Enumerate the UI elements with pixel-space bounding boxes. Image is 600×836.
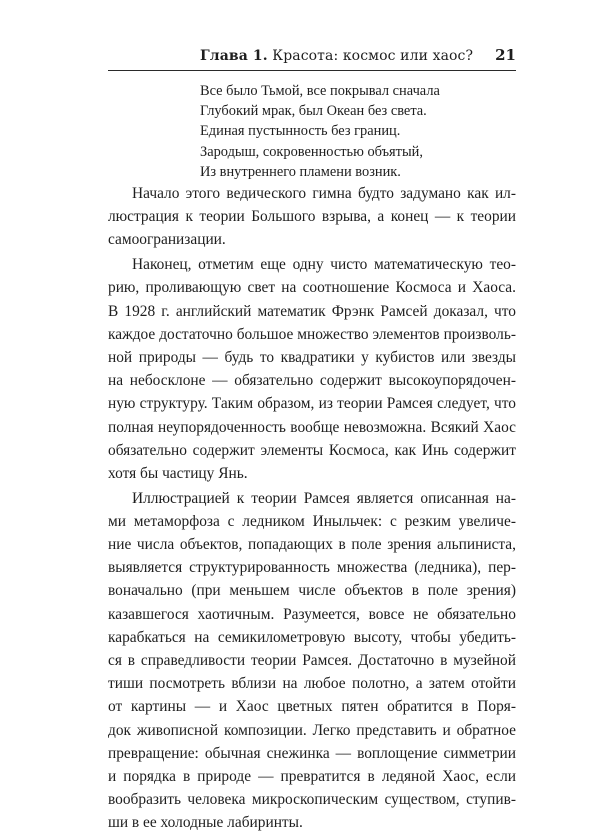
text-line: В 1928 г. английский математик Фрэнк Рамсей доказал, что [108, 302, 516, 320]
text-line: ние числа объектов, попадающих в поле зрения альпиниста, [108, 536, 516, 554]
text-line: превращение: обычная снежинка — воплощение симметрии [108, 744, 516, 762]
poem-line: Зародыш, сокровенностью объятый, [200, 143, 423, 160]
text-line: люстрация к теории Большого взрыва, а конец — к теории [108, 208, 516, 226]
text-line: док живописной композиции. Легко представить и обратное [108, 721, 516, 739]
text-line: рию, проливающую свет на соотношение Космоса и Хаоса. [108, 279, 516, 297]
paragraph-3 [108, 487, 516, 835]
paragraph-1 [108, 182, 516, 252]
page-number: 21 [495, 46, 516, 64]
text-line: ся в справедливости теории Рамсея. Достаточно в музейной [108, 652, 516, 670]
text-line: казавшегося хаотичным. Разумеется, вовсе не обязательно [108, 605, 516, 623]
poem-line: Все было Тьмой, все покрывал сначала [200, 83, 440, 99]
text-line: от картины — и Хаос цветных пятен обратится в Поря- [108, 698, 516, 716]
text-line: тиши посмотреть вблизи на любое полотно, а затем отойти [108, 675, 516, 693]
poem-line: Из внутреннего пламени возник. [200, 163, 401, 180]
running-title [200, 48, 473, 64]
text-line: карабкаться на семикилометровую высоту, чтобы убедить- [108, 628, 516, 646]
text-line: и порядка в природе — превратится в ледяной Хаос, если [108, 768, 516, 786]
poem-epigraph [200, 81, 440, 182]
text-line: на небосклоне — обязательно содержит высокоупорядочен- [108, 372, 516, 390]
chapter-title: Красота: космос или хаос? [272, 48, 474, 64]
text-line: ной природы — будь то квадратики у кубистов или звезды [108, 348, 516, 366]
text-line: выявляется структурированность множества (ледника), пер- [108, 559, 516, 577]
text-line: ную структуру. Таким образом, из теории Рамсея следует, что [108, 395, 516, 413]
body-text [108, 182, 516, 836]
text-line: Иллюстрацией к теории Рамсея является описанная на- [132, 489, 516, 507]
paragraph-2 [108, 253, 516, 485]
text-line: воначально (при меньшем числе объектов в поле зрения) [108, 582, 516, 600]
text-line: вообразить человека микроскопическим существом, ступив- [108, 791, 516, 809]
chapter-label: Глава 1. [200, 48, 268, 64]
text-line: Наконец, отметим еще одну чисто математическую тео- [132, 256, 516, 274]
text-line: самоогранизации. [108, 231, 226, 249]
poem-line: Единая пустынность без границ. [200, 123, 401, 140]
poem-line: Глубокий мрак, был Океан без света. [200, 103, 427, 120]
text-line: ми метаморфоза с ледником Иныльчек: с резким увеличе- [108, 512, 516, 530]
text-line: ши в ее холодные лабиринты. [108, 814, 303, 832]
running-header [108, 44, 516, 71]
text-line: Начало этого ведического гимна будто задумано как ил- [132, 185, 516, 202]
text-line: полная неупорядоченность вообще невозможна. Всякий Хаос [108, 418, 516, 436]
text-line: хотя бы частицу Янь. [108, 464, 248, 482]
text-line: каждое достаточно большое множество элементов произволь- [108, 325, 516, 343]
text-line: обязательно содержит элементы Космоса, как Инь содержит [108, 441, 516, 459]
